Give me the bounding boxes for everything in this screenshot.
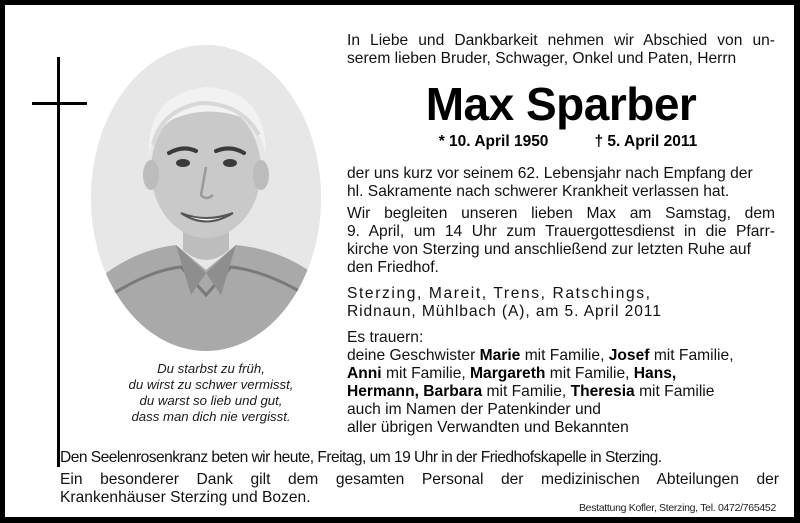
poem-line: Du starbst zu früh, [157,361,265,376]
mourners-line [347,347,775,365]
passing-line: der uns kurz vor seinem 62. Lebensjahr nach Empfang der [347,165,753,182]
mourners-line [347,365,775,383]
memorial-poem [91,361,331,425]
mourner-name: Hans, [633,365,677,382]
mourners-line [347,383,775,401]
intro-text [347,32,775,68]
poem-line: du wirst zu schwer vermisst, [128,377,294,392]
mourner-name: Hermann, Barbara [347,383,483,400]
place-and-date [347,285,775,321]
thanks-line: Ein besonderer Dank gilt dem gesamten Personal der medizinischen Abteilungen der [60,471,779,488]
mourner-name: Marie [479,347,521,364]
text: deine Geschwister [347,347,480,364]
birth-date: * 10. April 1950 [438,133,549,150]
mourners-line: auch im Namen der Patenkinder und [347,401,601,418]
mourner-name: Theresia [570,383,635,400]
place-line: Ridnaun, Mühlbach (A), am 5. April 2011 [347,303,662,320]
mourners-heading: Es trauern: [347,329,424,346]
passing-line: hl. Sakramente nach schwerer Krankheit verlassen hat. [347,183,730,200]
death-date: † 5. April 2011 [594,133,698,150]
intro-line: serem lieben Bruder, Schwager, Onkel und Paten, Herrn [347,50,737,67]
text: mit Familie, [381,365,471,382]
life-dates [347,133,775,151]
cross-icon-horizontal [32,102,87,105]
funeral-line: 9. April, um 14 Uhr zum Trauergottesdienst in die Pfarr- [347,223,775,240]
funeral-line: Wir begleiten unseren lieben Max am Samstag, dem [347,205,775,222]
text: mit Familie, [649,347,734,364]
poem-line: du warst so lieb und gut, [139,393,283,408]
text: mit Familie, [545,365,634,382]
footer-text [60,449,779,507]
mourners-list [347,329,775,437]
mourners-line: aller übrigen Verwandten und Bekannten [347,419,629,436]
passing-text [347,165,775,201]
mourner-name: Margareth [470,365,546,382]
deceased-name: Max Sparber [425,78,697,130]
portrait-photo [91,45,321,351]
place-line: Sterzing, Mareit, Trens, Ratschings, [347,285,652,302]
text: mit Familie, [520,347,609,364]
mourner-name: Anni [347,365,382,382]
funeral-home-credit: Bestattung Kofler, Sterzing, Tel. 0472/765452 [578,502,776,514]
rosary-notice: Den Seelenrosenkranz beten wir heute, Freitag, um 19 Uhr in der Friedhofskapelle in Sterzing. [60,449,662,466]
funeral-details [347,205,775,277]
mourner-name: Josef [608,347,650,364]
cross-icon-vertical [57,57,60,467]
main-text-column [347,32,775,437]
funeral-line: den Friedhof. [347,259,439,276]
funeral-line: kirche von Sterzing und anschließend zur letzten Ruhe auf [347,241,751,258]
text: mit Familie, [482,383,571,400]
portrait-illustration [91,45,321,351]
text: mit Familie [634,383,715,400]
poem-line: dass man dich nie vergisst. [131,409,291,424]
intro-line: In Liebe und Dankbarkeit nehmen wir Abschied von un- [347,32,775,49]
thanks-line: Krankenhäuser Sterzing und Bozen. [60,489,311,506]
